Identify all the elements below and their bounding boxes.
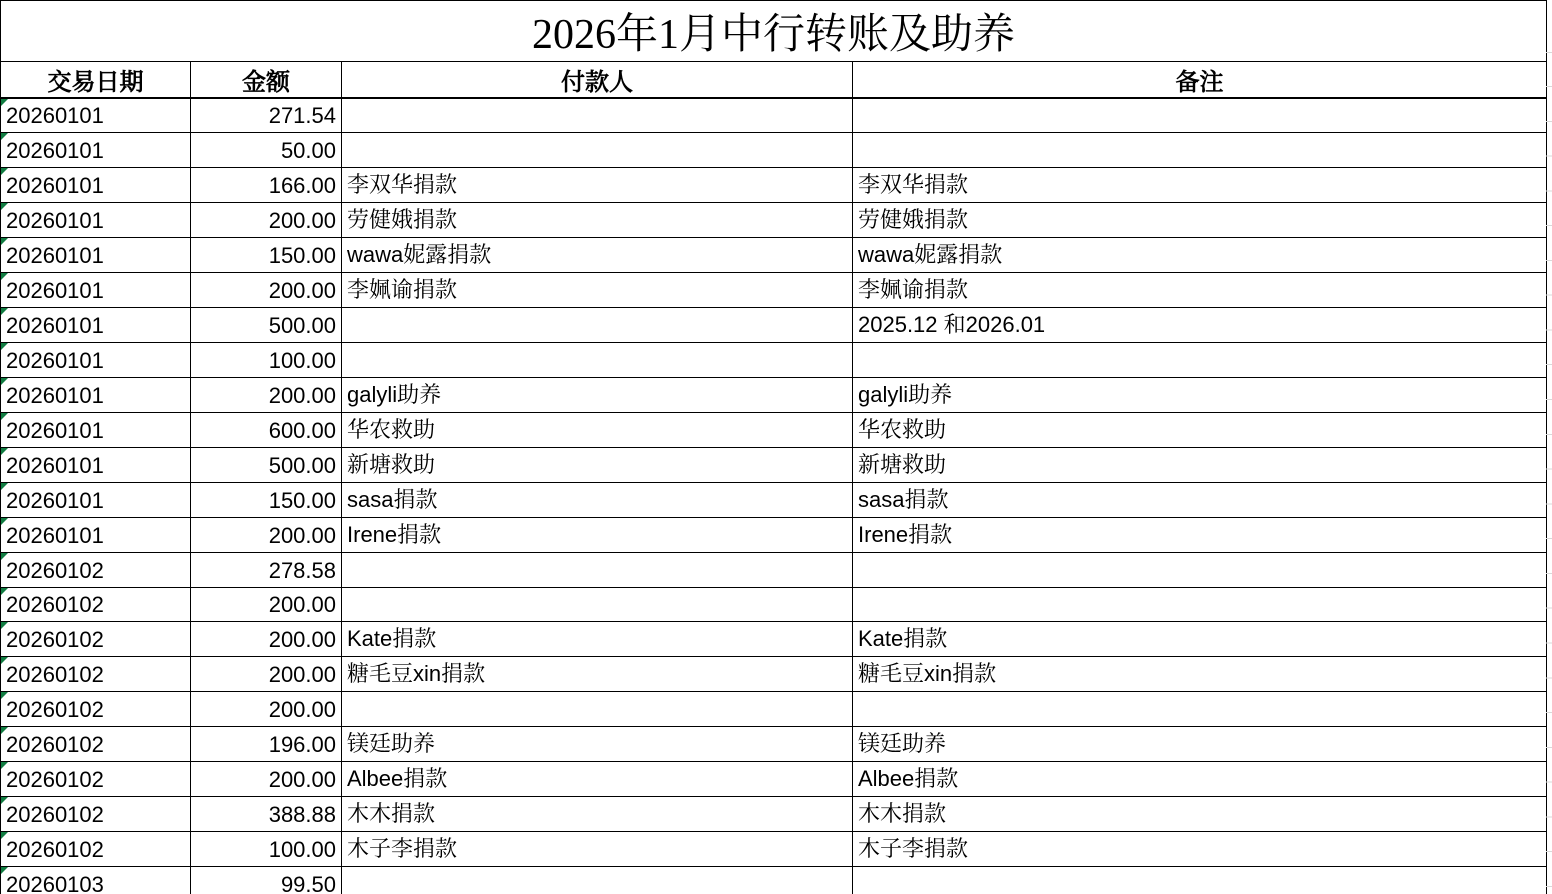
table-row	[1, 587, 1547, 622]
date-value: 20260102	[6, 662, 104, 688]
payer-cell[interactable]: 糖毛豆xin捐款	[342, 657, 853, 692]
text-number-warning-icon	[1, 133, 8, 140]
remark-cell[interactable]	[853, 98, 1547, 133]
payer-cell[interactable]: Kate捐款	[342, 622, 853, 657]
text-number-warning-icon	[1, 832, 8, 839]
remark-cell[interactable]: Albee捐款	[853, 762, 1547, 797]
date-cell[interactable]	[1, 238, 191, 273]
date-value: 20260101	[6, 173, 104, 199]
table-row	[1, 482, 1547, 517]
payer-cell[interactable]: 木木捐款	[342, 797, 853, 832]
remark-cell[interactable]: 糖毛豆xin捐款	[853, 657, 1547, 692]
column-header-amount[interactable]: 金额	[191, 62, 342, 99]
date-cell[interactable]	[1, 412, 191, 447]
remark-cell[interactable]: 劳健娥捐款	[853, 203, 1547, 238]
payer-cell[interactable]: galyli助养	[342, 377, 853, 412]
amount-cell[interactable]: 150.00	[191, 482, 342, 517]
amount-cell[interactable]: 200.00	[191, 762, 342, 797]
date-value: 20260101	[6, 278, 104, 304]
remark-cell[interactable]: 李双华捐款	[853, 168, 1547, 203]
date-cell[interactable]	[1, 622, 191, 657]
text-number-warning-icon	[1, 343, 8, 350]
text-number-warning-icon	[1, 238, 8, 245]
text-number-warning-icon	[1, 762, 8, 769]
remark-cell[interactable]: 木子李捐款	[853, 832, 1547, 867]
amount-cell[interactable]: 200.00	[191, 657, 342, 692]
title-row	[1, 1, 1547, 62]
remark-cell[interactable]: galyli助养	[853, 377, 1547, 412]
table-row	[1, 727, 1547, 762]
remark-cell[interactable]: Kate捐款	[853, 622, 1547, 657]
payer-cell[interactable]	[342, 343, 853, 378]
date-value: 20260102	[6, 802, 104, 828]
payer-cell[interactable]	[342, 692, 853, 727]
amount-cell[interactable]: 200.00	[191, 517, 342, 552]
text-number-warning-icon	[1, 483, 8, 490]
amount-cell[interactable]: 166.00	[191, 168, 342, 203]
text-number-warning-icon	[1, 622, 8, 629]
amount-cell[interactable]: 200.00	[191, 377, 342, 412]
table-row	[1, 168, 1547, 203]
date-cell[interactable]	[1, 832, 191, 867]
date-value: 20260101	[6, 347, 104, 373]
amount-cell[interactable]: 100.00	[191, 343, 342, 378]
payer-cell[interactable]: Albee捐款	[342, 762, 853, 797]
date-cell[interactable]	[1, 657, 191, 692]
remark-cell[interactable]: 李姵谕捐款	[853, 273, 1547, 308]
table-row	[1, 377, 1547, 412]
table-row	[1, 832, 1547, 867]
amount-cell[interactable]: 200.00	[191, 622, 342, 657]
text-number-warning-icon	[1, 657, 8, 664]
date-value: 20260102	[6, 592, 104, 618]
date-cell[interactable]	[1, 168, 191, 203]
table-row	[1, 867, 1547, 894]
text-number-warning-icon	[1, 273, 8, 280]
remark-cell[interactable]	[853, 867, 1547, 894]
text-number-warning-icon	[1, 308, 8, 315]
table-row	[1, 622, 1547, 657]
date-cell[interactable]	[1, 447, 191, 482]
date-cell[interactable]	[1, 98, 191, 133]
amount-cell[interactable]: 500.00	[191, 447, 342, 482]
table-row	[1, 203, 1547, 238]
text-number-warning-icon	[1, 553, 8, 560]
payer-cell[interactable]: 华农救助	[342, 412, 853, 447]
payer-cell[interactable]	[342, 867, 853, 894]
payer-cell[interactable]	[342, 133, 853, 168]
date-value: 20260103	[6, 871, 104, 894]
amount-cell[interactable]: 388.88	[191, 797, 342, 832]
date-value: 20260102	[6, 697, 104, 723]
table-row	[1, 797, 1547, 832]
date-cell[interactable]	[1, 343, 191, 378]
text-number-warning-icon	[1, 203, 8, 210]
text-number-warning-icon	[1, 378, 8, 385]
remark-cell[interactable]: sasa捐款	[853, 482, 1547, 517]
date-value: 20260101	[6, 417, 104, 443]
remark-cell[interactable]	[853, 587, 1547, 622]
remark-cell[interactable]: wawa妮露捐款	[853, 238, 1547, 273]
date-cell[interactable]	[1, 762, 191, 797]
payer-cell[interactable]: 李双华捐款	[342, 168, 853, 203]
amount-cell[interactable]: 99.50	[191, 867, 342, 894]
payer-cell[interactable]: 木子李捐款	[342, 832, 853, 867]
text-number-warning-icon	[1, 588, 8, 595]
amount-cell[interactable]: 200.00	[191, 587, 342, 622]
remark-cell[interactable]	[853, 692, 1547, 727]
date-cell[interactable]	[1, 308, 191, 343]
date-cell[interactable]	[1, 727, 191, 762]
table-row	[1, 273, 1547, 308]
remark-cell[interactable]: 2025.12 和2026.01	[853, 308, 1547, 343]
column-header-remark[interactable]: 备注	[853, 62, 1547, 99]
payer-cell[interactable]	[342, 98, 853, 133]
remark-cell[interactable]: 华农救助	[853, 412, 1547, 447]
date-value: 20260101	[6, 487, 104, 513]
table-row	[1, 762, 1547, 797]
header-row	[1, 62, 1547, 99]
text-number-warning-icon	[1, 99, 8, 106]
payer-cell[interactable]: 新塘救助	[342, 447, 853, 482]
remark-cell[interactable]	[853, 552, 1547, 587]
payer-cell[interactable]: 李姵谕捐款	[342, 273, 853, 308]
remark-cell[interactable]: 木木捐款	[853, 797, 1547, 832]
amount-cell[interactable]: 200.00	[191, 692, 342, 727]
text-number-warning-icon	[1, 413, 8, 420]
date-value: 20260102	[6, 837, 104, 863]
text-number-warning-icon	[1, 448, 8, 455]
amount-cell[interactable]: 196.00	[191, 727, 342, 762]
date-cell[interactable]	[1, 587, 191, 622]
amount-cell[interactable]: 100.00	[191, 832, 342, 867]
remark-cell[interactable]: 新塘救助	[853, 447, 1547, 482]
text-number-warning-icon	[1, 867, 8, 874]
column-header-date[interactable]: 交易日期	[1, 62, 191, 99]
amount-cell[interactable]: 600.00	[191, 412, 342, 447]
date-value: 20260102	[6, 627, 104, 653]
date-cell[interactable]	[1, 867, 191, 894]
date-cell[interactable]	[1, 203, 191, 238]
table-row	[1, 692, 1547, 727]
payer-cell[interactable]	[342, 587, 853, 622]
amount-cell[interactable]: 500.00	[191, 308, 342, 343]
date-cell[interactable]	[1, 377, 191, 412]
amount-cell[interactable]: 150.00	[191, 238, 342, 273]
text-number-warning-icon	[1, 727, 8, 734]
date-value: 20260102	[6, 767, 104, 793]
sheet-title[interactable]: 2026年1月中行转账及助养	[1, 1, 1547, 62]
remark-cell[interactable]: Irene捐款	[853, 517, 1547, 552]
date-value: 20260101	[6, 243, 104, 269]
date-cell[interactable]	[1, 517, 191, 552]
gridline-fragment	[1546, 52, 1552, 53]
date-cell[interactable]	[1, 692, 191, 727]
date-value: 20260101	[6, 382, 104, 408]
text-number-warning-icon	[1, 797, 8, 804]
date-value: 20260101	[6, 138, 104, 164]
table-row	[1, 98, 1547, 133]
table-row	[1, 343, 1547, 378]
amount-cell[interactable]: 200.00	[191, 273, 342, 308]
text-number-warning-icon	[1, 692, 8, 699]
table-row	[1, 517, 1547, 552]
payer-cell[interactable]: wawa妮露捐款	[342, 238, 853, 273]
table-row	[1, 308, 1547, 343]
table-row	[1, 552, 1547, 587]
date-value: 20260101	[6, 452, 104, 478]
amount-cell[interactable]: 271.54	[191, 98, 342, 133]
date-cell[interactable]	[1, 552, 191, 587]
amount-cell[interactable]: 50.00	[191, 133, 342, 168]
table-row	[1, 412, 1547, 447]
date-value: 20260101	[6, 208, 104, 234]
table-row	[1, 238, 1547, 273]
date-cell[interactable]	[1, 133, 191, 168]
payer-cell[interactable]: sasa捐款	[342, 482, 853, 517]
table-row	[1, 133, 1547, 168]
payer-cell[interactable]: 镁廷助养	[342, 727, 853, 762]
payer-cell[interactable]: 劳健娥捐款	[342, 203, 853, 238]
date-value: 20260101	[6, 313, 104, 339]
date-value: 20260102	[6, 557, 104, 583]
table-body	[1, 98, 1547, 894]
payer-cell[interactable]: Irene捐款	[342, 517, 853, 552]
table-row	[1, 447, 1547, 482]
amount-cell[interactable]: 200.00	[191, 203, 342, 238]
payer-cell[interactable]	[342, 308, 853, 343]
table-row	[1, 657, 1547, 692]
date-value: 20260101	[6, 103, 104, 129]
date-cell[interactable]	[1, 482, 191, 517]
date-cell[interactable]	[1, 797, 191, 832]
payer-cell[interactable]	[342, 552, 853, 587]
date-cell[interactable]	[1, 273, 191, 308]
column-header-payer[interactable]: 付款人	[342, 62, 853, 99]
amount-cell[interactable]: 278.58	[191, 552, 342, 587]
remark-cell[interactable]	[853, 343, 1547, 378]
remark-cell[interactable]	[853, 133, 1547, 168]
date-value: 20260101	[6, 522, 104, 548]
remark-cell[interactable]: 镁廷助养	[853, 727, 1547, 762]
text-number-warning-icon	[1, 168, 8, 175]
text-number-warning-icon	[1, 518, 8, 525]
gridline-fragments	[1546, 87, 1552, 894]
date-value: 20260102	[6, 732, 104, 758]
